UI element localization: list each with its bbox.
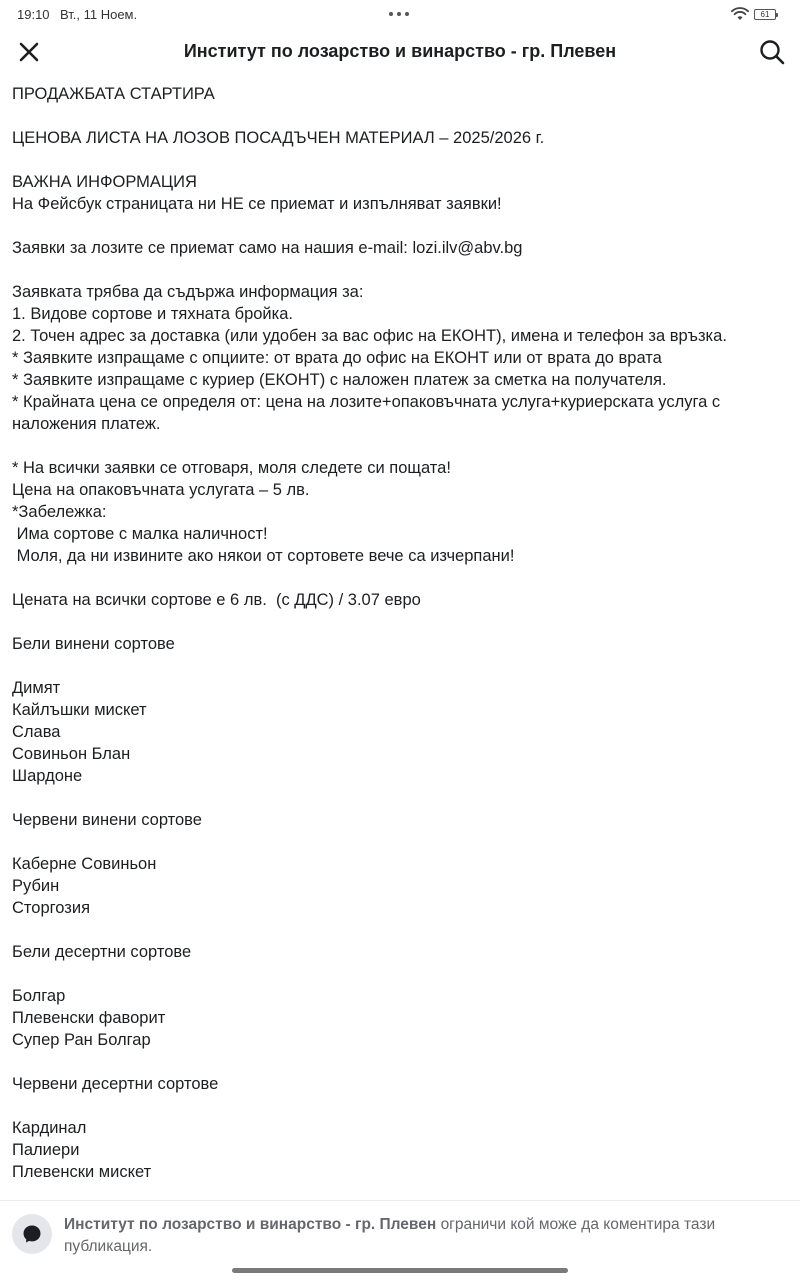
post-line: Червени десертни сортове (12, 1075, 219, 1093)
blank-line (12, 611, 788, 633)
post-line: Цена на опаковъчната услугата – 5 лв. (12, 481, 310, 499)
post-line: * На всички заявки се отговаря, моля следете си пощата! (12, 459, 451, 477)
post-line: Плевенски фаворит (12, 1009, 166, 1027)
post-line: Моля, да ни извините ако някои от сортовете вече са изчерпани! (12, 547, 515, 565)
post-line: Плевенски мискет (12, 1163, 152, 1181)
battery-icon: 61 (754, 9, 776, 20)
post-line: Палиери (12, 1141, 80, 1159)
post-line: Супер Ран Болгар (12, 1031, 151, 1049)
post-line: На Фейсбук страницата ни НЕ се приемат и изпълняват заявки! (12, 195, 502, 213)
post-line: 1. Видове сортове и тяхната бройка. (12, 305, 293, 323)
page-title: Институт по лозарство и винарство - гр. Плевен (183, 41, 617, 61)
post-line: Червени винени сортове (12, 811, 202, 829)
status-bar (0, 0, 800, 30)
divider (0, 1200, 800, 1201)
post-text (12, 83, 788, 1193)
blank-line (12, 655, 788, 677)
wifi-icon (731, 7, 749, 21)
close-icon[interactable] (15, 38, 43, 66)
post-line: Кардинал (12, 1119, 87, 1137)
post-line: *Забележка: (12, 503, 107, 521)
post-line: Бели десертни сортове (12, 943, 192, 961)
post-line: Заявки за лозите се приемат само на нашия e-mail: lozi.ilv@abv.bg (12, 239, 523, 257)
post-line: Цената на всички сортове е 6 лв. (с ДДС) / 3.07 евро (12, 591, 421, 609)
post-line: ВАЖНА ИНФОРМАЦИЯ (12, 173, 197, 191)
post-line: Заявката трябва да съдържа информация за: (12, 283, 364, 301)
post-line: Сторгозия (12, 899, 91, 917)
post-line: Шардоне (12, 767, 83, 785)
blank-line (12, 919, 788, 941)
blank-line (12, 149, 788, 171)
post-line: ЦЕНОВА ЛИСТА НА ЛОЗОВ ПОСАДЪЧЕН МАТЕРИАЛ – 2025/2026 г. (12, 129, 545, 147)
speech-bubble-icon (22, 1224, 42, 1244)
home-indicator[interactable] (232, 1268, 568, 1273)
post-header (0, 30, 800, 76)
search-icon[interactable] (758, 38, 786, 66)
blank-line (12, 435, 788, 457)
blank-line (12, 1051, 788, 1073)
post-line: Совиньон Блан (12, 745, 131, 763)
blank-line (12, 567, 788, 589)
post-line: Каберне Совиньон (12, 855, 157, 873)
post-line: Бели винени сортове (12, 635, 175, 653)
blank-line (12, 259, 788, 281)
blank-line (12, 831, 788, 853)
blank-line (12, 963, 788, 985)
blank-line (12, 787, 788, 809)
post-line: Димят (12, 679, 61, 697)
comment-icon (12, 1214, 52, 1254)
post-line: Болгар (12, 987, 66, 1005)
status-date: Вт., 11 Ноем. (60, 7, 138, 22)
post-line: Кайлъшки мискет (12, 701, 147, 719)
post-line: Слава (12, 723, 61, 741)
post-line: Има сортове с малка наличност! (12, 525, 268, 543)
post-line: * Заявките изпращаме с куриер (ЕКОНТ) с наложен платеж за сметка на получателя. (12, 371, 667, 389)
status-time: 19:10 (17, 7, 50, 22)
comment-restriction-text (64, 1214, 764, 1258)
post-line: ПРОДАЖБАТА СТАРТИРА (12, 85, 215, 103)
footer-message: ограничи кой може да коментира тази публикация. (64, 1216, 716, 1255)
footer-page-name[interactable]: Институт по лозарство и винарство - гр. Плевен (64, 1216, 437, 1233)
post-line: наложения платеж. (12, 415, 161, 433)
blank-line (12, 1095, 788, 1117)
post-line: * Крайната цена се определя от: цена на лозите+опаковъчната услуга+куриерската услуга с (12, 393, 721, 411)
post-line: Рубин (12, 877, 60, 895)
post-line: * Заявките изпращаме с опциите: от врата до офис на ЕКОНТ или от врата до врата (12, 349, 662, 367)
blank-line (12, 105, 788, 127)
post-line: 2. Точен адрес за доставка (или удобен за вас офис на ЕКОНТ), имена и телефон за връзка. (12, 327, 727, 345)
blank-line (12, 215, 788, 237)
more-dots-icon (389, 12, 411, 18)
